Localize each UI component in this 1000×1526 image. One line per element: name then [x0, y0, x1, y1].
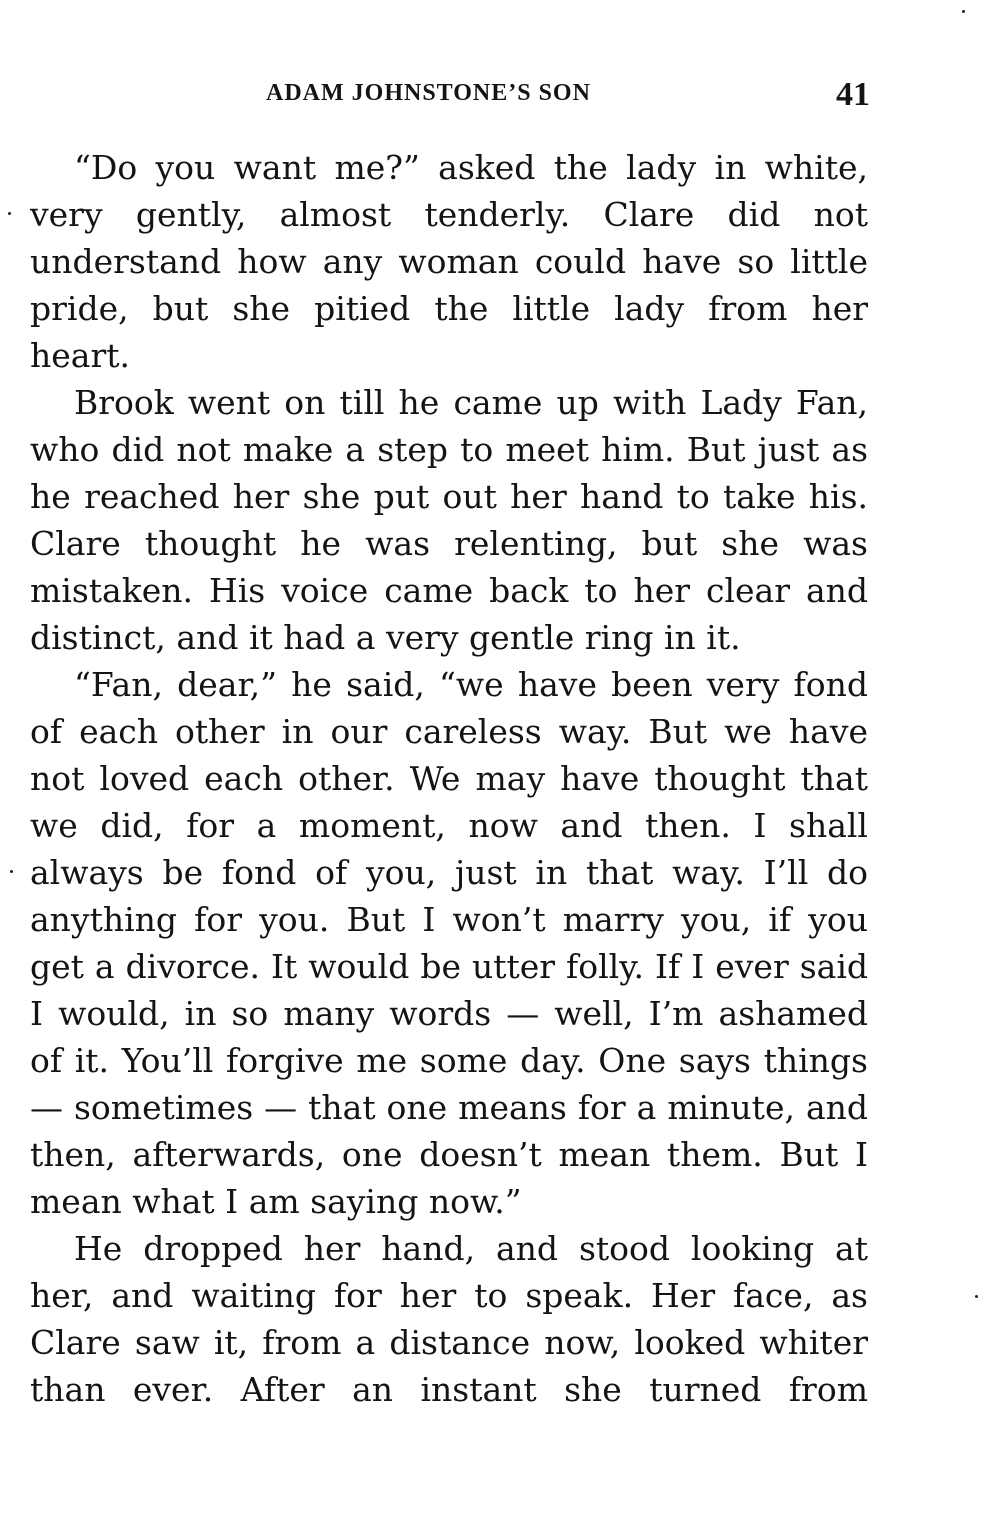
paragraph: He dropped her hand, and stood looking at her, and waiting for her to speak. Her face, as Clare saw it, from a distance now, looked whiter than ever. After an instant she turned from: [30, 1229, 868, 1409]
print-speck: [8, 212, 11, 215]
paragraph: “Fan, dear,” he said, “we have been very fond of each other in our careless way. But we have not loved each other. We may have thought that we did, for a moment, now and then. I shall always be fond of you, just in that way. I’ll do anything for you. But I won’t marry you, if you get a divorce. It would be utter folly. If I ever said I would, in so many words — well, I’m ashamed of it. You’ll forgive me some day. One says things — sometimes — that one means for a minute, and then, afterwards, one doesn’t mean them. But I mean what I am saying now.”: [30, 665, 868, 1221]
running-title: ADAM JOHNSTONE’S SON: [266, 80, 591, 106]
print-speck: [962, 10, 965, 13]
paragraph: Brook went on till he came up with Lady Fan, who did not make a step to meet him. But just as he reached her she put out her hand to take his. Clare thought he was relenting, but she was mistaken. His voice came back to her clear and distinct, and it had a very gentle ring in it.: [30, 383, 868, 657]
body-text: [30, 144, 868, 1413]
page-number: 41: [836, 76, 870, 113]
paragraph: “Do you want me?” asked the lady in white, very gently, almost tenderly. Clare did not understand how any woman could have so little pride, but she pitied the little lady from her heart.: [30, 148, 868, 375]
print-speck: [10, 870, 13, 873]
print-speck: [975, 1295, 978, 1298]
page-header: [40, 78, 870, 118]
